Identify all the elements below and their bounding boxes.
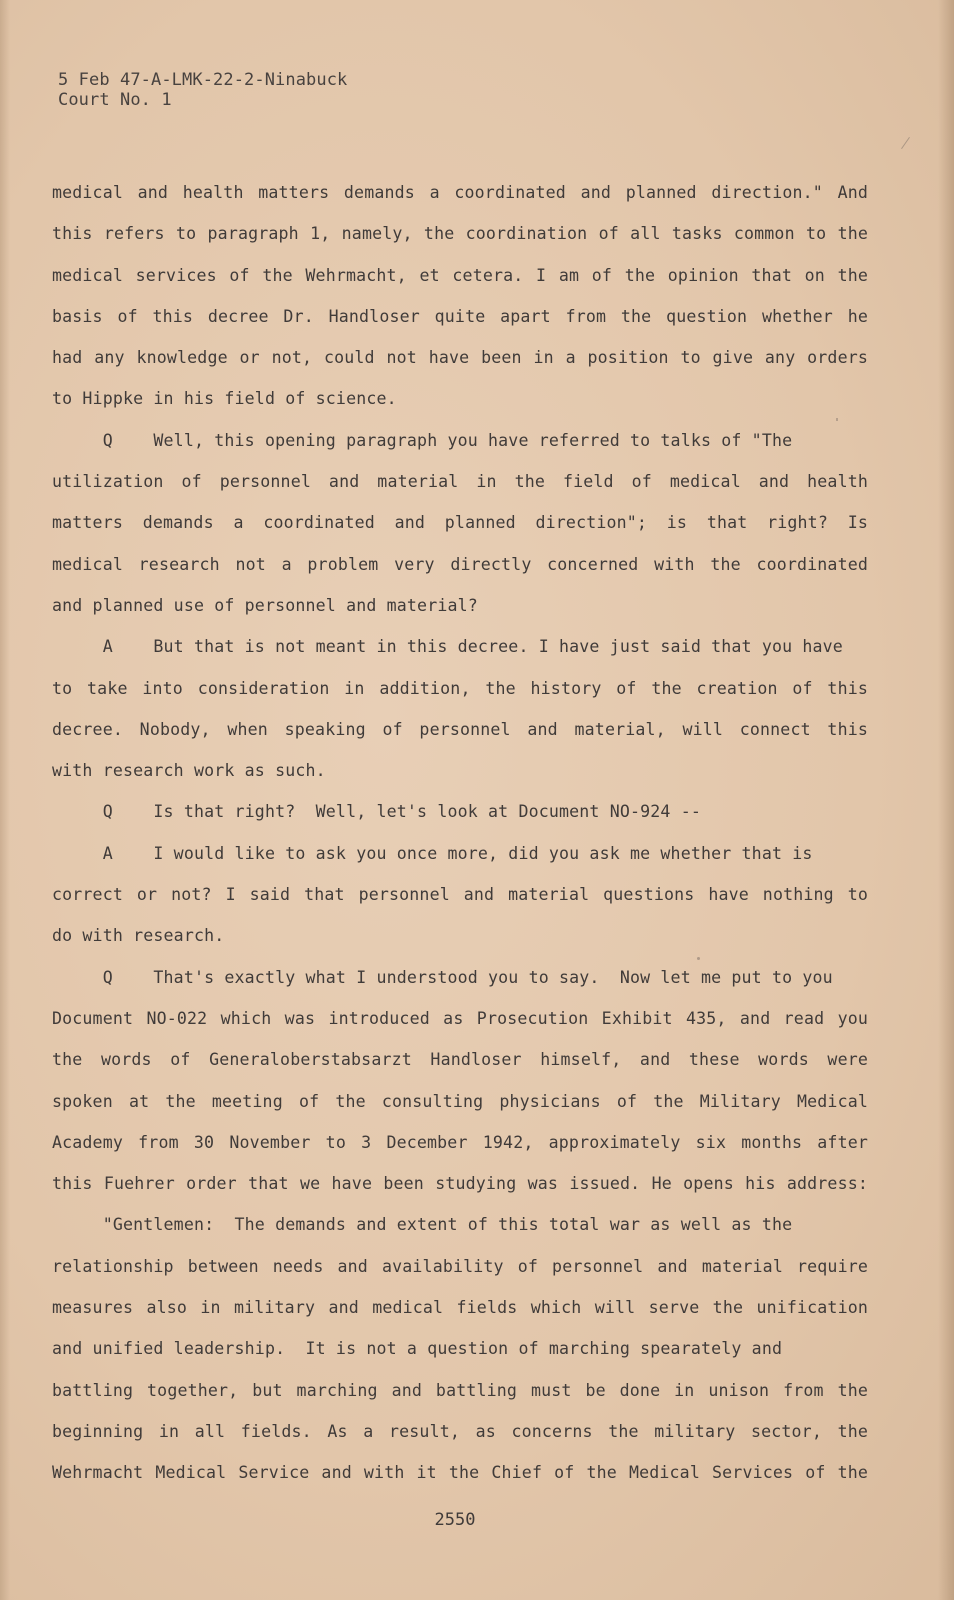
transcript-line: basis of this decree Dr. Handloser quite apart from the question whether he <box>52 306 868 326</box>
transcript-line: to take into consideration in addition, the history of the creation of this <box>52 678 868 698</box>
transcript-line: Wehrmacht Medical Service and with it the Chief of the Medical Services of the <box>52 1463 868 1483</box>
transcript-line: and unified leadership. It is not a question of marching spearately and <box>52 1339 783 1359</box>
transcript-line: Q Well, this opening paragraph you have referred to talks of "The <box>52 430 793 450</box>
transcript-line: utilization of personnel and material in the field of medical and health <box>52 472 868 492</box>
transcript-line: spoken at the meeting of the consulting physicians of the Military Medical <box>52 1091 868 1111</box>
transcript-line: this refers to paragraph 1, namely, the coordination of all tasks common to the <box>52 224 868 244</box>
transcript-line: beginning in all fields. As a result, as concerns the military sector, the <box>52 1421 868 1441</box>
paper-edge-left <box>0 0 10 1600</box>
transcript-line: medical research not a problem very directly concerned with the coordinated <box>52 554 868 574</box>
transcript-line: battling together, but marching and battling must be done in unison from the <box>52 1380 868 1400</box>
transcript-body <box>52 172 868 1494</box>
transcript-line: matters demands a coordinated and planned direction"; is that right? Is <box>52 513 868 533</box>
transcript-line: correct or not? I said that personnel and material questions have nothing to <box>52 885 868 905</box>
transcript-line: A I would like to ask you once more, did you ask me whether that is <box>52 843 813 863</box>
transcript-line: to Hippke in his field of science. <box>52 389 397 409</box>
stray-mark <box>901 137 910 149</box>
header-line-court: Court No. 1 <box>58 90 172 110</box>
transcript-line: this Fuehrer order that we have been studying was issued. He opens his address: <box>52 1174 868 1194</box>
transcript-line: the words of Generaloberstabsarzt Handloser himself, and these words were <box>52 1050 868 1070</box>
header-line-date-code: 5 Feb 47-A-LMK-22-2-Ninabuck <box>58 70 348 90</box>
document-header <box>58 70 347 110</box>
transcript-line: relationship between needs and availability of personnel and material require <box>52 1256 868 1276</box>
page-number-text: 2550 <box>434 1510 476 1530</box>
transcript-line: medical services of the Wehrmacht, et cetera. I am of the opinion that on the <box>52 265 868 285</box>
transcript-line: "Gentlemen: The demands and extent of this total war as well as the <box>52 1215 793 1235</box>
transcript-line: Q Is that right? Well, let's look at Document NO-924 -- <box>52 802 701 822</box>
transcript-line: Q That's exactly what I understood you to say. Now let me put to you <box>52 967 833 987</box>
transcript-line: measures also in military and medical fields which will serve the unification <box>52 1298 868 1318</box>
transcript-line: decree. Nobody, when speaking of personnel and material, will connect this <box>52 719 868 739</box>
paper-edge-right <box>938 0 954 1600</box>
transcript-line: and planned use of personnel and material? <box>52 595 478 615</box>
transcript-line: with research work as such. <box>52 761 326 781</box>
transcript-line: Document NO-022 which was introduced as Prosecution Exhibit 435, and read you <box>52 1008 868 1028</box>
transcript-line: A But that is not meant in this decree. I have just said that you have <box>52 637 843 657</box>
transcript-line: medical and health matters demands a coordinated and planned direction." And <box>52 183 868 202</box>
transcript-line: do with research. <box>52 926 225 946</box>
transcript-line: Academy from 30 November to 3 December 1942, approximately six months after <box>52 1132 868 1152</box>
transcript-line: had any knowledge or not, could not have been in a position to give any orders <box>52 348 868 368</box>
page-number <box>0 1510 954 1530</box>
